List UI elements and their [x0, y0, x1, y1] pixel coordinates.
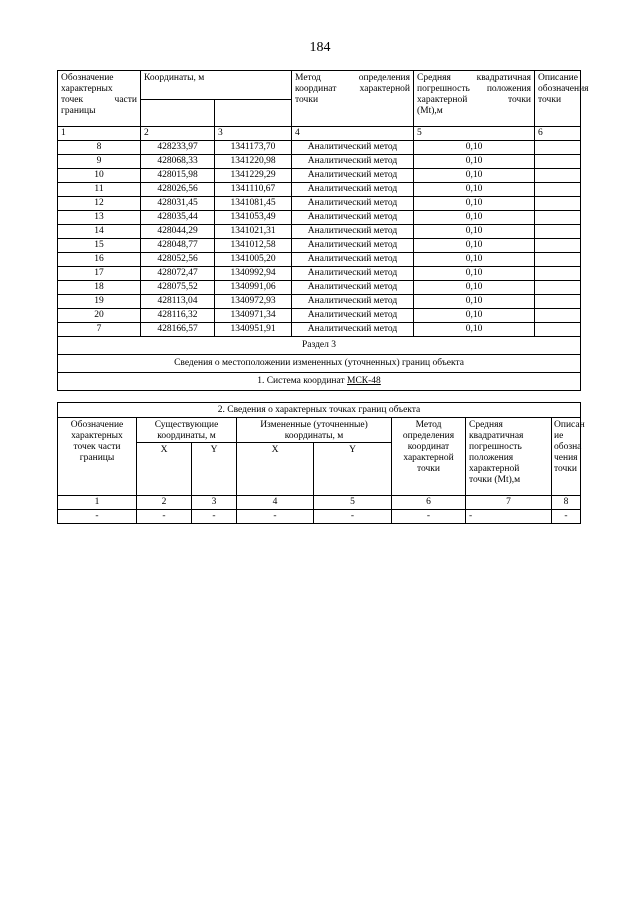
header2-existing: Существующие координаты, м [137, 418, 237, 443]
cell-method: Аналитический метод [292, 225, 414, 239]
header2-method: Метод определения координат характерной точки [392, 418, 466, 496]
cell-mt: 0,10 [414, 267, 535, 281]
coordinate-system: 1. Система координат МСК-48 [58, 373, 581, 391]
cell-x: 428075,52 [141, 281, 215, 295]
cell-mt: 0,10 [414, 211, 535, 225]
cell-y: 1341229,29 [215, 169, 292, 183]
cell-n: 17 [58, 267, 141, 281]
cell-desc [535, 211, 581, 225]
cell-n: 18 [58, 281, 141, 295]
table-row [58, 183, 581, 197]
table-row [58, 239, 581, 253]
cell-n: 12 [58, 197, 141, 211]
cell-x: 428026,56 [141, 183, 215, 197]
table-row: - - - - - - - - [58, 510, 581, 524]
cell-x: 428044,29 [141, 225, 215, 239]
cell-y: 1341021,31 [215, 225, 292, 239]
header-x [141, 100, 215, 127]
cell-desc [535, 169, 581, 183]
table-row [58, 197, 581, 211]
cell-x: 428113,04 [141, 295, 215, 309]
cell-x: 428233,97 [141, 141, 215, 155]
header-description: Описание обозначения точки [535, 71, 581, 127]
cell-n: 8 [58, 141, 141, 155]
cell-y: 1341173,70 [215, 141, 292, 155]
cell-n: 7 [58, 323, 141, 337]
cell-mt: 0,10 [414, 323, 535, 337]
table-row [58, 211, 581, 225]
cell-x: 428015,98 [141, 169, 215, 183]
cell-y: 1341220,98 [215, 155, 292, 169]
table-row [58, 295, 581, 309]
cell-desc [535, 239, 581, 253]
cell-desc [535, 225, 581, 239]
cell-y: 1340992,94 [215, 267, 292, 281]
header-y [215, 100, 292, 127]
column-numbers-row-2: 1 2 3 4 5 6 7 8 [58, 496, 581, 510]
cell-mt: 0,10 [414, 281, 535, 295]
cell-method: Аналитический метод [292, 169, 414, 183]
cell-method: Аналитический метод [292, 239, 414, 253]
table-row [58, 253, 581, 267]
cell-method: Аналитический метод [292, 155, 414, 169]
cell-desc [535, 141, 581, 155]
cell-n: 13 [58, 211, 141, 225]
cell-method: Аналитический метод [292, 253, 414, 267]
cell-y: 1341005,20 [215, 253, 292, 267]
cell-method: Аналитический метод [292, 141, 414, 155]
table-row [58, 281, 581, 295]
cell-n: 15 [58, 239, 141, 253]
cell-method: Аналитический метод [292, 295, 414, 309]
cell-mt: 0,10 [414, 295, 535, 309]
cell-desc [535, 309, 581, 323]
section-subtitle: Сведения о местоположении измененных (уточненных) границ объекта [58, 355, 581, 373]
header-method: Метод определения координат характерной точки [292, 71, 414, 127]
cell-method: Аналитический метод [292, 183, 414, 197]
cell-mt: 0,10 [414, 141, 535, 155]
cell-mt: 0,10 [414, 253, 535, 267]
cell-y: 1340972,93 [215, 295, 292, 309]
table-row [58, 267, 581, 281]
cell-y: 1341012,58 [215, 239, 292, 253]
table-row [58, 225, 581, 239]
header-designation: Обозначение характерных точек части границы [58, 71, 141, 127]
cell-n: 9 [58, 155, 141, 169]
cell-method: Аналитический метод [292, 309, 414, 323]
section-title: Раздел 3 [58, 337, 581, 355]
cell-n: 14 [58, 225, 141, 239]
cell-x: 428031,45 [141, 197, 215, 211]
cell-x: 428068,33 [141, 155, 215, 169]
cell-desc [535, 281, 581, 295]
cell-y: 1341110,67 [215, 183, 292, 197]
cell-y: 1341053,49 [215, 211, 292, 225]
header-mse: Средняя квадратичная погрешность положения характерной точки (Mt),м [414, 71, 535, 127]
table-row [58, 141, 581, 155]
cell-mt: 0,10 [414, 183, 535, 197]
cell-mt: 0,10 [414, 197, 535, 211]
cell-mt: 0,10 [414, 309, 535, 323]
cell-desc [535, 155, 581, 169]
header-coordinates: Координаты, м [141, 71, 292, 100]
cell-mt: 0,10 [414, 169, 535, 183]
header2-changed: Измененные (уточненные) координаты, м [237, 418, 392, 443]
column-numbers-row: 1 2 3 4 5 6 [58, 127, 581, 141]
cell-x: 428166,57 [141, 323, 215, 337]
cell-desc [535, 295, 581, 309]
cell-desc [535, 267, 581, 281]
cell-n: 19 [58, 295, 141, 309]
header2-changed-y: Y [314, 443, 392, 496]
cell-x: 428035,44 [141, 211, 215, 225]
header2-description: Описан ие обозна чения точки [552, 418, 581, 496]
points-section-title: 2. Сведения о характерных точках границ объекта [58, 403, 581, 418]
cell-method: Аналитический метод [292, 281, 414, 295]
cell-mt: 0,10 [414, 239, 535, 253]
cell-method: Аналитический метод [292, 211, 414, 225]
table-row [58, 155, 581, 169]
cell-mt: 0,10 [414, 155, 535, 169]
cell-n: 20 [58, 309, 141, 323]
cell-x: 428116,32 [141, 309, 215, 323]
cell-desc [535, 197, 581, 211]
cell-n: 11 [58, 183, 141, 197]
cell-desc [535, 253, 581, 267]
cell-y: 1341081,45 [215, 197, 292, 211]
cell-x: 428048,77 [141, 239, 215, 253]
cell-method: Аналитический метод [292, 323, 414, 337]
header2-designation: Обозначение характерных точек части границы [58, 418, 137, 496]
cell-x: 428052,56 [141, 253, 215, 267]
cell-y: 1340991,06 [215, 281, 292, 295]
cell-y: 1340971,34 [215, 309, 292, 323]
header2-existing-y: Y [192, 443, 237, 496]
header2-mse: Средняя квадратичная погрешность положения характерной точки (Mt),м [466, 418, 552, 496]
cell-n: 10 [58, 169, 141, 183]
cell-desc [535, 183, 581, 197]
table-row [58, 169, 581, 183]
points-table [57, 70, 589, 391]
header2-changed-x: X [237, 443, 314, 496]
cell-method: Аналитический метод [292, 267, 414, 281]
table-row [58, 309, 581, 323]
table-row [58, 323, 581, 337]
header2-existing-x: X [137, 443, 192, 496]
changed-points-table [57, 402, 585, 524]
cell-y: 1340951,91 [215, 323, 292, 337]
cell-mt: 0,10 [414, 225, 535, 239]
cell-method: Аналитический метод [292, 197, 414, 211]
page-number: 184 [309, 40, 331, 55]
cell-x: 428072,47 [141, 267, 215, 281]
cell-n: 16 [58, 253, 141, 267]
cell-desc [535, 323, 581, 337]
